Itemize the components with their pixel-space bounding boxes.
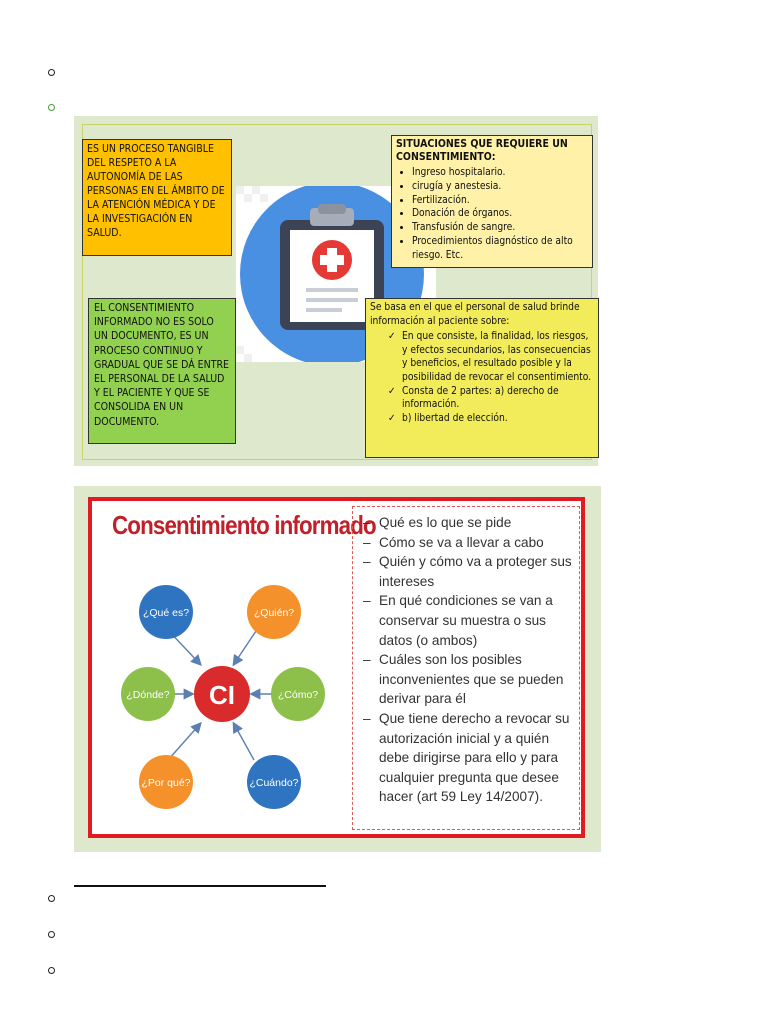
- list-bullet: [48, 69, 55, 76]
- list-item: • Donación de órganos.: [412, 207, 588, 221]
- ci-center-label: CI: [209, 680, 235, 710]
- node-label: ¿Quién?: [253, 607, 295, 619]
- ci-questions-diagram: [110, 570, 340, 826]
- situations-box: [391, 135, 593, 268]
- situations-list: [396, 166, 588, 263]
- node-label: ¿Cuándo?: [249, 777, 299, 789]
- node-label: ¿Por qué?: [141, 777, 191, 789]
- list-item: – Que tiene derecho a revocar su autorización inicial y a quién debe dirigirse para ello y para cualquier pregunta que desee hacer (art 59 Ley 14/2007).: [363, 709, 575, 807]
- list-bullet: [48, 931, 55, 938]
- list-item: – En qué condiciones se van a conservar su muestra o sus datos (o ambos): [363, 591, 575, 650]
- list-item: ✓ b) libertad de elección.: [386, 412, 594, 426]
- list-item: – Qué es lo que se pide: [363, 513, 575, 533]
- list-item: – Cuáles son los posibles inconvenientes que se pueden derivar para él: [363, 650, 575, 709]
- definition-text: ES UN PROCESO TANGIBLE DEL RESPETO A LA AUTONOMÍA DE LAS PERSONAS EN EL ÁMBITO DE LA ATENCIÓN MÉDICA Y DE LA INVESTIGACIÓN EN SALUD.: [87, 143, 225, 239]
- definition-text: EL CONSENTIMIENTO INFORMADO NO ES SOLO UN DOCUMENTO, ES UN PROCESO CONTINUO Y GRADUAL QUE SE DÁ ENTRE EL PERSONAL DE LA SALUD Y EL PACIENTE Y QUE SE CONSOLIDA EN UN DOCUMENTO.: [94, 302, 229, 428]
- footnote-separator: [74, 885, 326, 887]
- list-item: – Cómo se va a llevar a cabo: [363, 533, 575, 553]
- list-item: • Ingreso hospitalario.: [412, 166, 588, 180]
- list-item: ✓ En que consiste, la finalidad, los riesgos, y efectos secundarios, las consecuencias y beneficios, el resultado posible y la posibilidad de revocar el consentimiento.: [386, 330, 594, 384]
- list-item: – Quién y cómo va a proteger sus intereses: [363, 552, 575, 591]
- consent-requirements-list: [352, 506, 580, 830]
- diagram-title: Consentimiento informado: [112, 510, 376, 540]
- situations-title: SITUACIONES QUE REQUIERE UN CONSENTIMIENTO:: [396, 138, 568, 163]
- node-label: ¿Qué es?: [142, 607, 190, 619]
- node-label: ¿Dónde?: [126, 689, 170, 701]
- list-item: • Transfusión de sangre.: [412, 221, 588, 235]
- information-basis-box: [365, 298, 599, 458]
- list-bullet: [48, 967, 55, 974]
- node-label: ¿Cómo?: [277, 689, 319, 701]
- list-item: ✓ Consta de 2 partes: a) derecho de información.: [386, 385, 594, 412]
- list-item: • Fertilización.: [412, 194, 588, 208]
- list-bullet: [48, 104, 55, 111]
- definition-box-continuous: [88, 298, 236, 444]
- definition-box-tangible: [82, 139, 232, 256]
- list-bullet: [48, 895, 55, 902]
- basis-list: [370, 330, 594, 425]
- basis-intro: Se basa en el que el personal de salud brinde información al paciente sobre:: [370, 302, 580, 327]
- list-item: • Procedimientos diagnóstico de alto riesgo. Etc.: [412, 235, 588, 263]
- list-item: • cirugía y anestesia.: [412, 180, 588, 194]
